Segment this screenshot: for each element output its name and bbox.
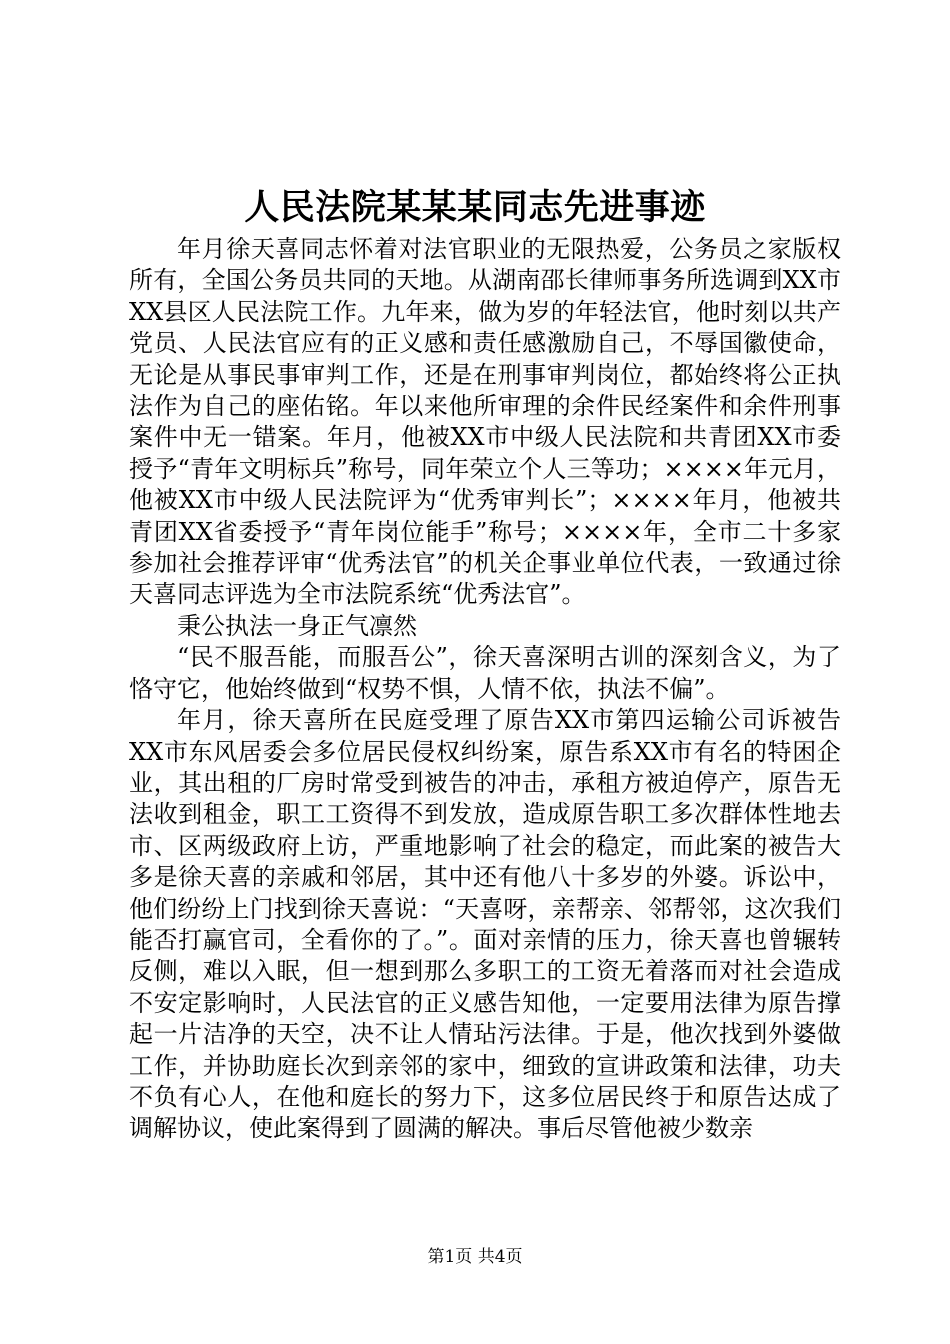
document-body: [129, 234, 841, 1145]
document-title: 人民法院某某某同志先进事迹: [244, 187, 706, 228]
paragraph-motto: “民不服吾能，而服吾公”，徐天喜深明古训的深刻含义，为了恪守它，他始终做到“权势不惧，人情不依，执法不偏”。: [129, 643, 841, 703]
page-number-footer: 第1页 共4页: [427, 1247, 523, 1267]
paragraph-intro: 年月徐天喜同志怀着对法官职业的无限热爱，公务员之家版权所有，全国公务员共同的天地。从湖南邵长律师事务所选调到XX市XX县区人民法院工作。九年来，做为岁的年轻法官，他时刻以共产党员、人民法官应有的正义感和责任感激励自己，不辱国徽使命，无论是从事民事审判工作，还是在刑事审判岗位，都始终将公正执法作为自己的座佑铭。年以来他所审理的余件民经案件和余件刑事案件中无一错案。年月，他被XX市中级人民法院和共青团XX市委授予“青年文明标兵”称号，同年荣立个人三等功；××××年元月，他被XX市中级人民法院评为“优秀审判长”；××××年月，他被共青团XX省委授予“青年岗位能手”称号；××××年，全市二十多家参加社会推荐评审“优秀法官”的机关企事业单位代表，一致通过徐天喜同志评选为全市法院系统“优秀法官”。: [129, 235, 841, 609]
paragraph-case: 年月，徐天喜所在民庭受理了原告XX市第四运输公司诉被告XX市东风居委会多位居民侵权纠纷案，原告系XX市有名的特困企业，其出租的厂房时常受到被告的冲击，承租方被迫停产，原告无法收到租金，职工工资得不到发放，造成原告职工多次群体性地去市、区两级政府上访，严重地影响了社会的稳定，而此案的被告大多是徐天喜的亲戚和邻居，其中还有他八十多岁的外婆。诉讼中，他们纷纷上门找到徐天喜说：“天喜呀，亲帮亲、邻帮邻，这次我们能否打赢官司，全看你的了。”。面对亲情的压力，徐天喜也曾辗转反侧，难以入眠，但一想到那么多职工的工资无着落而对社会造成不安定影响时，人民法官的正义感告知他，一定要用法律为原告撑起一片洁净的天空，决不让人情玷污法律。于是，他次找到外婆做工作，并协助庭长次到亲邻的家中，细致的宣讲政策和法律，功夫不负有心人，在他和庭长的努力下，这多位居民终于和原告达成了调解协议，使此案得到了圆满的解决。事后尽管他被少数亲: [129, 706, 841, 1143]
section-heading: 秉公执法一身正气凛然: [177, 611, 417, 640]
